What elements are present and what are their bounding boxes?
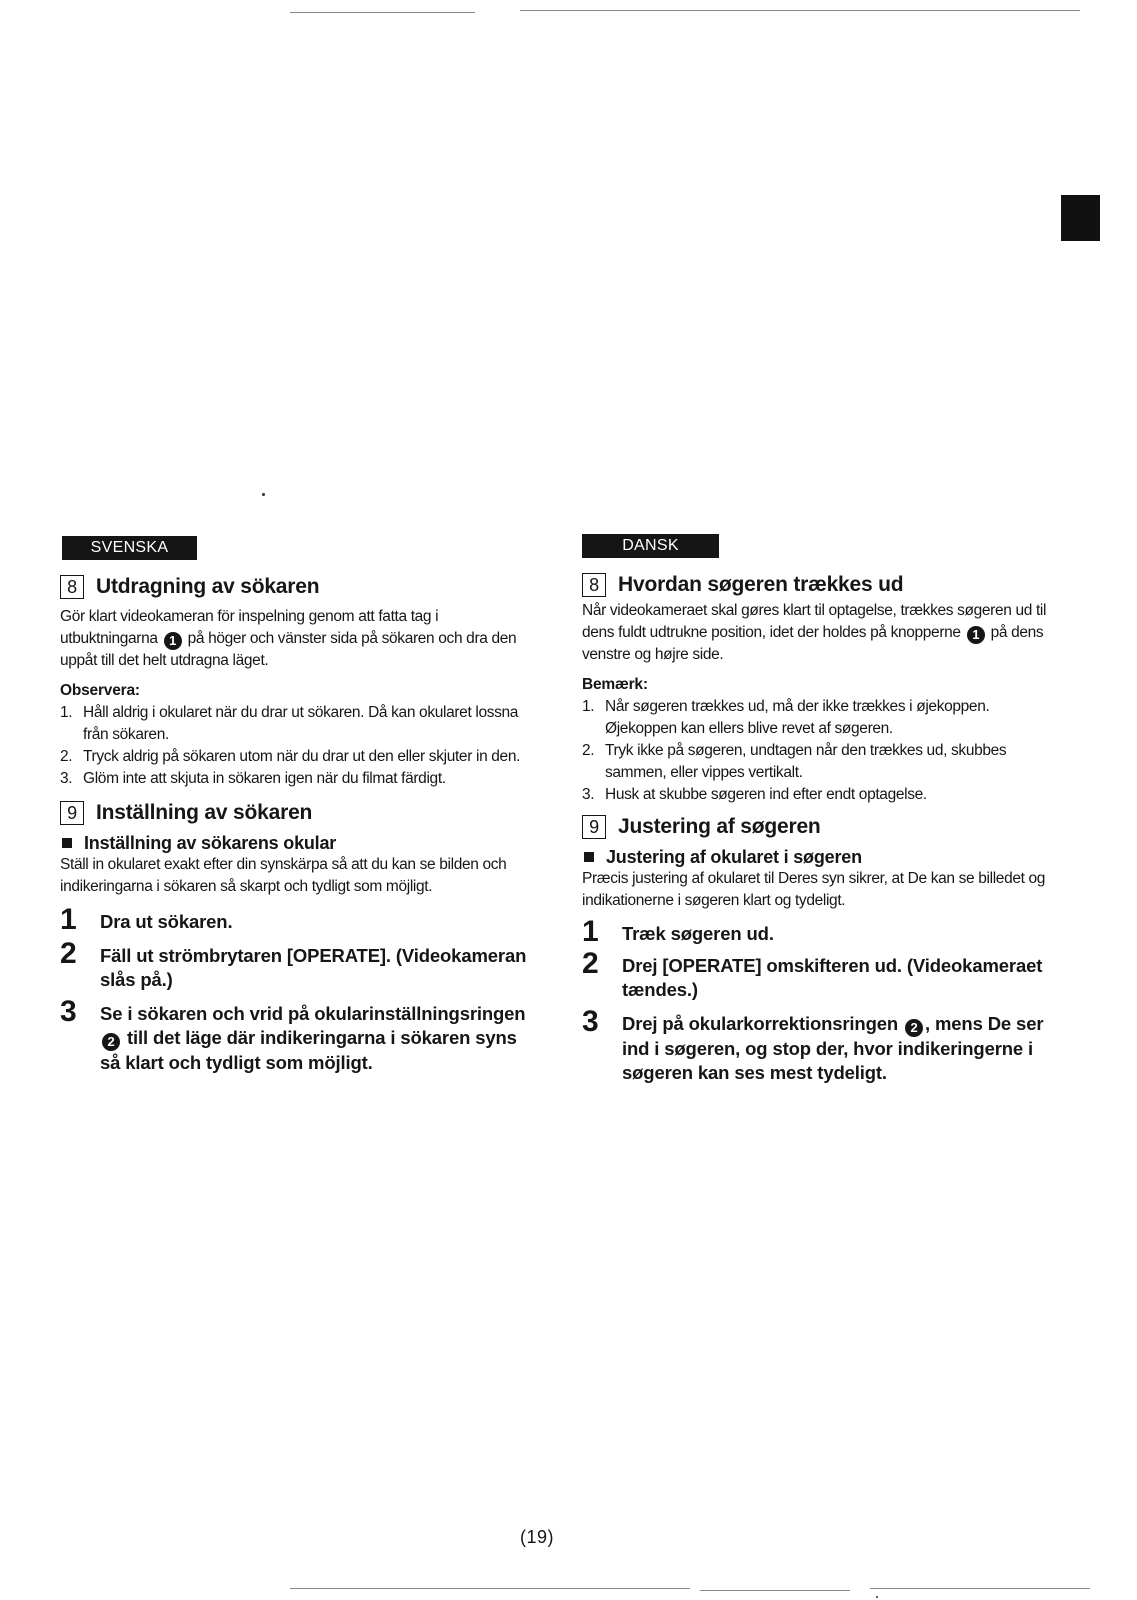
scan-line-top-right bbox=[520, 10, 1080, 11]
square-bullet-icon bbox=[62, 838, 72, 848]
step-text: Træk søgeren ud. bbox=[622, 923, 774, 944]
notes-list bbox=[60, 702, 530, 790]
section-title-text: Justering af søgeren bbox=[618, 815, 821, 838]
sub-heading-text: Inställning av sökarens okular bbox=[84, 833, 337, 853]
note-item bbox=[60, 768, 530, 790]
note-text: Glöm inte att skjuta in sökaren igen när du filmat färdigt. bbox=[83, 770, 446, 787]
step-item bbox=[60, 937, 530, 992]
note-text: Tryk ikke på søgeren, undtagen når den trækkes ud, skubbes sammen, eller vippes vertikalt. bbox=[605, 742, 1007, 781]
note-item bbox=[60, 702, 530, 746]
sub-heading bbox=[582, 846, 1052, 868]
danish-column bbox=[582, 534, 1052, 1085]
note-item bbox=[582, 740, 1052, 784]
step-number: 1 bbox=[60, 903, 77, 936]
scan-dot bbox=[262, 493, 265, 496]
marker-2-icon: 2 bbox=[905, 1019, 923, 1037]
notes-list bbox=[582, 696, 1052, 806]
step-text: Fäll ut strömbrytaren [OPERATE]. (Videokameran slås på.) bbox=[100, 945, 527, 990]
note-text: Når søgeren trækkes ud, må der ikke trækkes i øjekoppen. Øjekoppen kan ellers blive revet af søgeren. bbox=[605, 698, 990, 737]
section-9-title bbox=[582, 814, 1052, 840]
step-text: , mens De ser ind i søgeren, og stop der, hvor indikeringerne i søgeren kan ses mest tydeligt. bbox=[622, 1013, 1044, 1083]
section-8-title bbox=[60, 574, 530, 600]
note-item bbox=[582, 784, 1052, 806]
scan-line-bottom-right bbox=[870, 1588, 1090, 1589]
marker-1-icon: 1 bbox=[967, 626, 985, 644]
note-number: 3. bbox=[582, 786, 595, 803]
body-text: på höger och vänster sida på sökaren och dra den uppåt till det helt utdragna läget. bbox=[60, 630, 517, 669]
note-number: 1. bbox=[60, 704, 73, 721]
section-9-title bbox=[60, 800, 530, 826]
section-number-box: 9 bbox=[582, 815, 606, 839]
note-item bbox=[60, 746, 530, 768]
step-number: 2 bbox=[582, 947, 599, 980]
step-item bbox=[60, 903, 530, 936]
body-text: på dens venstre og højre side. bbox=[582, 624, 1044, 663]
note-number: 2. bbox=[582, 742, 595, 759]
step-number: 3 bbox=[582, 1005, 599, 1038]
square-bullet-icon bbox=[584, 852, 594, 862]
step-text: Drej [OPERATE] omskifteren ud. (Videokameraet tændes.) bbox=[622, 955, 1043, 1000]
step-item bbox=[582, 915, 1052, 948]
edge-index-tab bbox=[1061, 195, 1100, 241]
step-text: Dra ut sökaren. bbox=[100, 911, 233, 932]
note-number: 3. bbox=[60, 770, 73, 787]
section-title-text: Inställning av sökaren bbox=[96, 801, 313, 824]
step-item bbox=[582, 1005, 1052, 1085]
section-number-box: 8 bbox=[60, 575, 84, 599]
sub-heading-text: Justering af okularet i søgeren bbox=[606, 847, 862, 867]
scan-line-top-left bbox=[290, 12, 475, 13]
note-text: Håll aldrig i okularet när du drar ut sökaren. Då kan okularet lossna från sökaren. bbox=[83, 704, 519, 743]
section-number-box: 8 bbox=[582, 573, 606, 597]
note-number: 1. bbox=[582, 698, 595, 715]
language-badge-danish: DANSK bbox=[582, 534, 719, 558]
note-number: 2. bbox=[60, 748, 73, 765]
section-number-box: 9 bbox=[60, 801, 84, 825]
step-number: 1 bbox=[582, 915, 599, 948]
section-title-text: Utdragning av sökaren bbox=[96, 575, 320, 598]
step-text: till det läge där indikeringarna i sökaren syns så klart och tydligt som möjligt. bbox=[100, 1027, 517, 1073]
page-number: (19) bbox=[520, 1527, 555, 1547]
scan-dot bbox=[876, 1596, 878, 1598]
step-item bbox=[60, 995, 530, 1075]
section-8-body bbox=[582, 600, 1052, 666]
scan-line-bottom-mid bbox=[700, 1590, 850, 1591]
step-text: Drej på okularkorrektionsringen bbox=[622, 1013, 904, 1034]
marker-2-icon: 2 bbox=[102, 1033, 120, 1051]
step-number: 3 bbox=[60, 995, 77, 1028]
step-item bbox=[582, 947, 1052, 1002]
notes-heading: Bemærk: bbox=[582, 676, 648, 693]
swedish-column bbox=[60, 536, 530, 1075]
note-text: Tryck aldrig på sökaren utom när du drar ut den eller skjuter in den. bbox=[83, 748, 521, 765]
steps-list bbox=[60, 903, 530, 1075]
marker-1-icon: 1 bbox=[164, 632, 182, 650]
body-text: Når videokameraet skal gøres klart til optagelse, trækkes søgeren ud til dens fuldt udtrukne position, idet der holdes på knopperne bbox=[582, 602, 1047, 641]
note-text: Husk at skubbe søgeren ind efter endt optagelse. bbox=[605, 786, 927, 803]
section-9-body: Præcis justering af okularet til Deres syn sikrer, at De kan se billedet og indikationerne i søgeren klart og tydeligt. bbox=[582, 870, 1046, 909]
note-item bbox=[582, 696, 1052, 740]
language-badge-swedish: SVENSKA bbox=[62, 536, 197, 560]
section-8-body bbox=[60, 606, 530, 672]
body-text: Gör klart videokameran för inspelning genom att fatta tag i utbuktningarna bbox=[60, 608, 439, 647]
steps-list bbox=[582, 915, 1052, 1085]
sub-heading bbox=[60, 832, 530, 854]
step-text: Se i sökaren och vrid på okularinställningsringen bbox=[100, 1003, 526, 1024]
notes-heading: Observera: bbox=[60, 682, 140, 699]
section-9-body: Ställ in okularet exakt efter din synskärpa så att du kan se bilden och indikeringarna i sökaren så skarpt och tydligt som möjligt. bbox=[60, 856, 507, 895]
scan-line-bottom-left bbox=[290, 1588, 690, 1589]
section-8-title bbox=[582, 572, 1052, 598]
step-number: 2 bbox=[60, 937, 77, 970]
section-title-text: Hvordan søgeren trækkes ud bbox=[618, 573, 904, 596]
